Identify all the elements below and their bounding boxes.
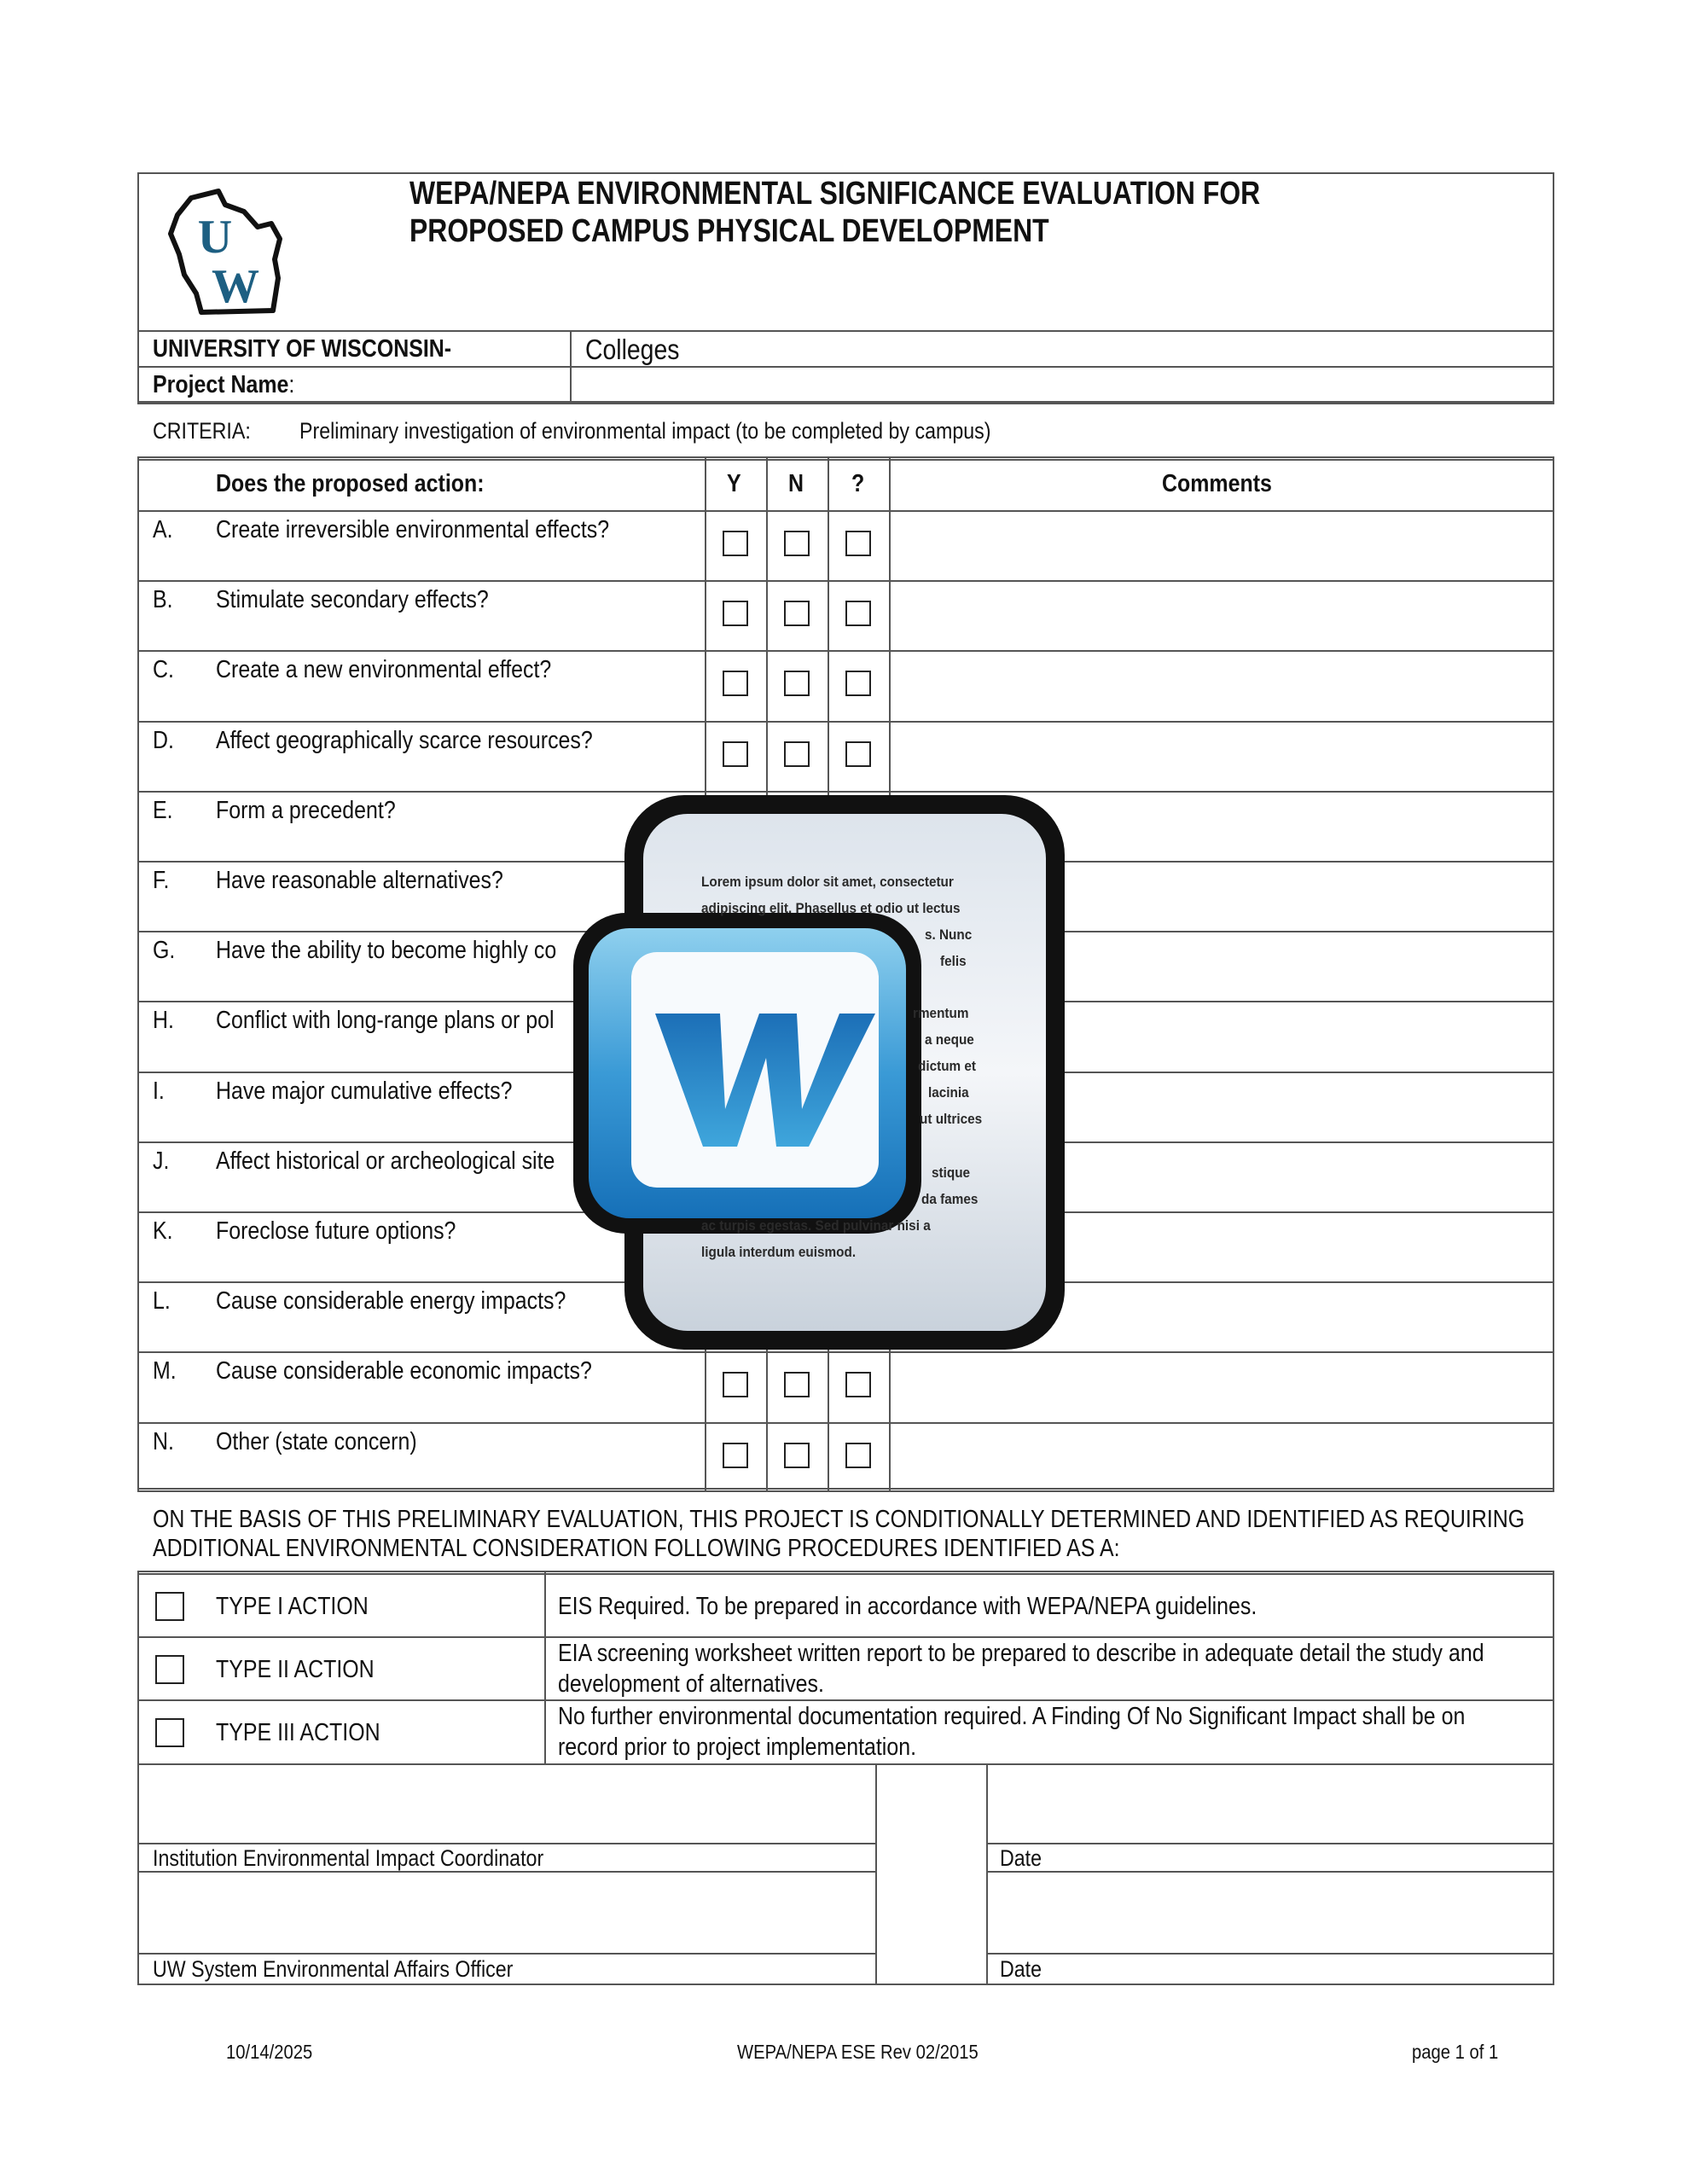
question-letter: D. <box>153 726 174 754</box>
question-text: Cause considerable economic impacts? <box>216 1357 592 1385</box>
question-text: Other (state concern) <box>216 1427 417 1455</box>
col-header-comments: Comments <box>1162 470 1272 497</box>
checkbox-no[interactable] <box>784 531 810 556</box>
word-document-icon <box>573 795 1066 1351</box>
comments-cell[interactable] <box>892 583 1551 648</box>
checkbox-yes[interactable] <box>723 601 748 626</box>
action-type-label: TYPE II ACTION <box>216 1656 375 1683</box>
checkbox-no[interactable] <box>784 671 810 696</box>
question-text: Have the ability to become highly co <box>216 937 557 965</box>
question-text: Create irreversible environmental effects? <box>216 516 610 543</box>
action-description-line1: No further environmental documentation required. A Finding Of No Significant Impact shall be on <box>558 1703 1466 1730</box>
action-type-checkbox[interactable] <box>155 1655 184 1684</box>
questions-header: Does the proposed action: <box>216 470 485 497</box>
action-type-label: TYPE III ACTION <box>216 1719 380 1746</box>
project-name-label: Project Name: <box>153 371 295 398</box>
comments-cell[interactable] <box>892 723 1551 788</box>
doc-text-line: felis <box>940 953 967 969</box>
question-letter: F. <box>153 867 170 894</box>
checkbox-no[interactable] <box>784 601 810 626</box>
doc-text-line: Lorem ipsum dolor sit amet, consectetur <box>701 874 954 890</box>
officer-date-label: Date <box>1000 1956 1042 1982</box>
question-letter: C. <box>153 656 174 684</box>
col-header-y: Y <box>727 470 741 497</box>
doc-text-line: rmentum <box>913 1005 969 1021</box>
uw-logo <box>166 186 290 316</box>
question-letter: J. <box>153 1147 170 1175</box>
doc-text-line: ac turpis egestas. Sed pulvinar nisi a <box>701 1217 931 1234</box>
coordinator-signature-label: Institution Environmental Impact Coordinator <box>153 1845 544 1871</box>
doc-text-line: a neque <box>925 1031 974 1048</box>
question-letter: E. <box>153 796 173 824</box>
checkbox-yes[interactable] <box>723 741 748 767</box>
checkbox-unsure[interactable] <box>845 1372 871 1397</box>
signature-table <box>137 1763 1554 1985</box>
question-letter: N. <box>153 1427 174 1455</box>
comments-cell[interactable] <box>892 1425 1551 1490</box>
question-text: Conflict with long-range plans or pol <box>216 1007 555 1035</box>
university-label: UNIVERSITY OF WISCONSIN- <box>153 335 452 363</box>
question-text: Create a new environmental effect? <box>216 656 552 684</box>
question-text: Affect geographically scarce resources? <box>216 726 593 754</box>
checkbox-no[interactable] <box>784 741 810 767</box>
comments-cell[interactable] <box>892 653 1551 717</box>
question-text: Cause considerable energy impacts? <box>216 1287 566 1316</box>
question-letter: H. <box>153 1007 174 1035</box>
action-description-line1: EIS Required. To be prepared in accordance with WEPA/NEPA guidelines. <box>558 1593 1257 1620</box>
action-type-label: TYPE I ACTION <box>216 1593 369 1620</box>
doc-text-line: s. Nunc <box>925 926 973 943</box>
col-header-n: N <box>788 470 804 497</box>
action-type-checkbox[interactable] <box>155 1718 184 1747</box>
action-description-line2: development of alternatives. <box>558 1670 824 1698</box>
logo-letter-u: U <box>197 211 233 264</box>
action-type-checkbox[interactable] <box>155 1592 184 1621</box>
basis-line-2: ADDITIONAL ENVIRONMENTAL CONSIDERATION FOLLOWING PROCEDURES IDENTIFIED AS A: <box>153 1535 1120 1562</box>
action-description-line1: EIA screening worksheet written report to be prepared to describe in adequate detail the study and <box>558 1640 1484 1667</box>
question-text: Foreclose future options? <box>216 1217 456 1245</box>
checkbox-yes[interactable] <box>723 531 748 556</box>
doc-text-line: ut ultrices <box>920 1111 983 1127</box>
form-title-line2: PROPOSED CAMPUS PHYSICAL DEVELOPMENT <box>409 213 1049 249</box>
officer-signature-label: UW System Environmental Affairs Officer <box>153 1956 514 1982</box>
checkbox-unsure[interactable] <box>845 741 871 767</box>
criteria-text: Preliminary investigation of environmental impact (to be completed by campus) <box>299 418 991 444</box>
comments-cell[interactable] <box>892 1354 1551 1419</box>
doc-text-line: lacinia <box>928 1084 969 1101</box>
question-letter: M. <box>153 1357 177 1385</box>
question-letter: I. <box>153 1077 165 1105</box>
checkbox-yes[interactable] <box>723 671 748 696</box>
coordinator-date-label: Date <box>1000 1845 1042 1871</box>
footer-revision: WEPA/NEPA ESE Rev 02/2015 <box>737 2041 979 2063</box>
doc-text-line: ligula interdum euismod. <box>701 1244 857 1260</box>
question-text: Affect historical or archeological site <box>216 1147 555 1175</box>
form-title-line1: WEPA/NEPA ENVIRONMENTAL SIGNIFICANCE EVALUATION FOR <box>409 176 1261 212</box>
question-letter: K. <box>153 1217 173 1245</box>
question-letter: G. <box>153 937 176 965</box>
question-text: Form a precedent? <box>216 796 396 824</box>
doc-text-line: dictum et <box>918 1058 977 1074</box>
doc-text-line: da fames <box>921 1191 979 1207</box>
question-letter: B. <box>153 586 173 614</box>
checkbox-no[interactable] <box>784 1372 810 1397</box>
question-text: Stimulate secondary effects? <box>216 586 489 614</box>
checkbox-unsure[interactable] <box>845 671 871 696</box>
doc-text-line: stique <box>932 1165 971 1181</box>
col-header-unsure: ? <box>851 470 865 497</box>
doc-text-line: adipiscing elit. Phasellus et odio ut lectus <box>701 900 961 916</box>
logo-letter-w: W <box>212 260 259 313</box>
checkbox-yes[interactable] <box>723 1372 748 1397</box>
checkbox-no[interactable] <box>784 1443 810 1468</box>
footer-date: 10/14/2025 <box>226 2041 313 2063</box>
basis-line-1: ON THE BASIS OF THIS PRELIMINARY EVALUATION, THIS PROJECT IS CONDITIONALLY DETERMINED AND IDENTIFIED AS REQUIRING <box>153 1506 1525 1533</box>
question-letter: A. <box>153 516 173 543</box>
action-description-line2: record prior to project implementation. <box>558 1734 917 1761</box>
criteria-label: CRITERIA: <box>153 418 251 444</box>
checkbox-unsure[interactable] <box>845 531 871 556</box>
footer-page-number: page 1 of 1 <box>1412 2041 1499 2063</box>
question-text: Have reasonable alternatives? <box>216 867 503 894</box>
checkbox-unsure[interactable] <box>845 1443 871 1468</box>
checkbox-unsure[interactable] <box>845 601 871 626</box>
comments-cell[interactable] <box>892 513 1551 578</box>
question-text: Have major cumulative effects? <box>216 1077 513 1105</box>
question-letter: L. <box>153 1287 171 1316</box>
checkbox-yes[interactable] <box>723 1443 748 1468</box>
university-value: Colleges <box>585 334 680 365</box>
